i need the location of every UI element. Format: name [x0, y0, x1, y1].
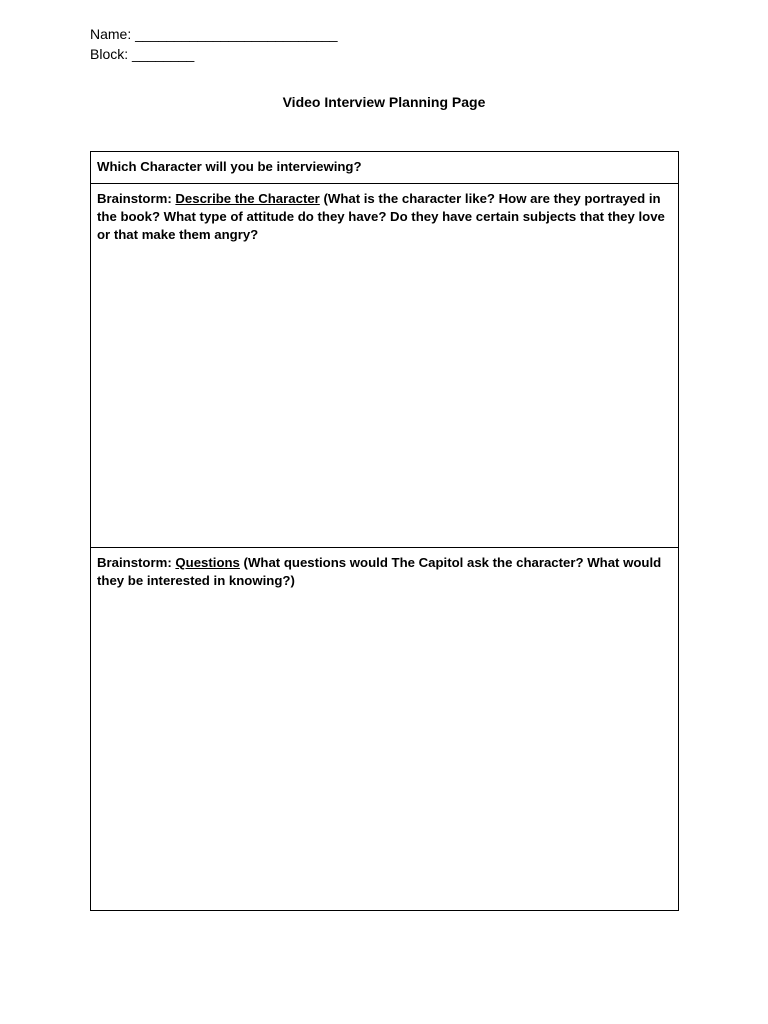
- block-blank[interactable]: ________: [132, 46, 195, 62]
- describe-prefix: Brainstorm:: [97, 191, 176, 206]
- block-label: Block:: [90, 46, 129, 62]
- questions-heading: Questions: [175, 555, 240, 570]
- page-title: Video Interview Planning Page: [282, 94, 486, 110]
- name-field[interactable]: [90, 25, 338, 43]
- questions-row[interactable]: [91, 548, 678, 910]
- name-blank[interactable]: __________________________: [135, 26, 338, 42]
- planning-table: [90, 151, 679, 911]
- questions-prefix: Brainstorm:: [97, 555, 176, 570]
- describe-text: (What is the character like? How are they portrayed in the book? What type of attitude do they have? Do they have certain subjects that they love or that make them angry?: [97, 191, 665, 242]
- name-label: Name:: [90, 26, 132, 42]
- character-row[interactable]: [91, 152, 678, 184]
- describe-heading: Describe the Character: [175, 191, 320, 206]
- character-prompt: Which Character will you be interviewing?: [97, 159, 362, 174]
- questions-text: (What questions would The Capitol ask the character? What would they be interested in knowing?): [97, 555, 662, 588]
- block-field[interactable]: [90, 45, 194, 63]
- describe-character-row[interactable]: [91, 184, 678, 548]
